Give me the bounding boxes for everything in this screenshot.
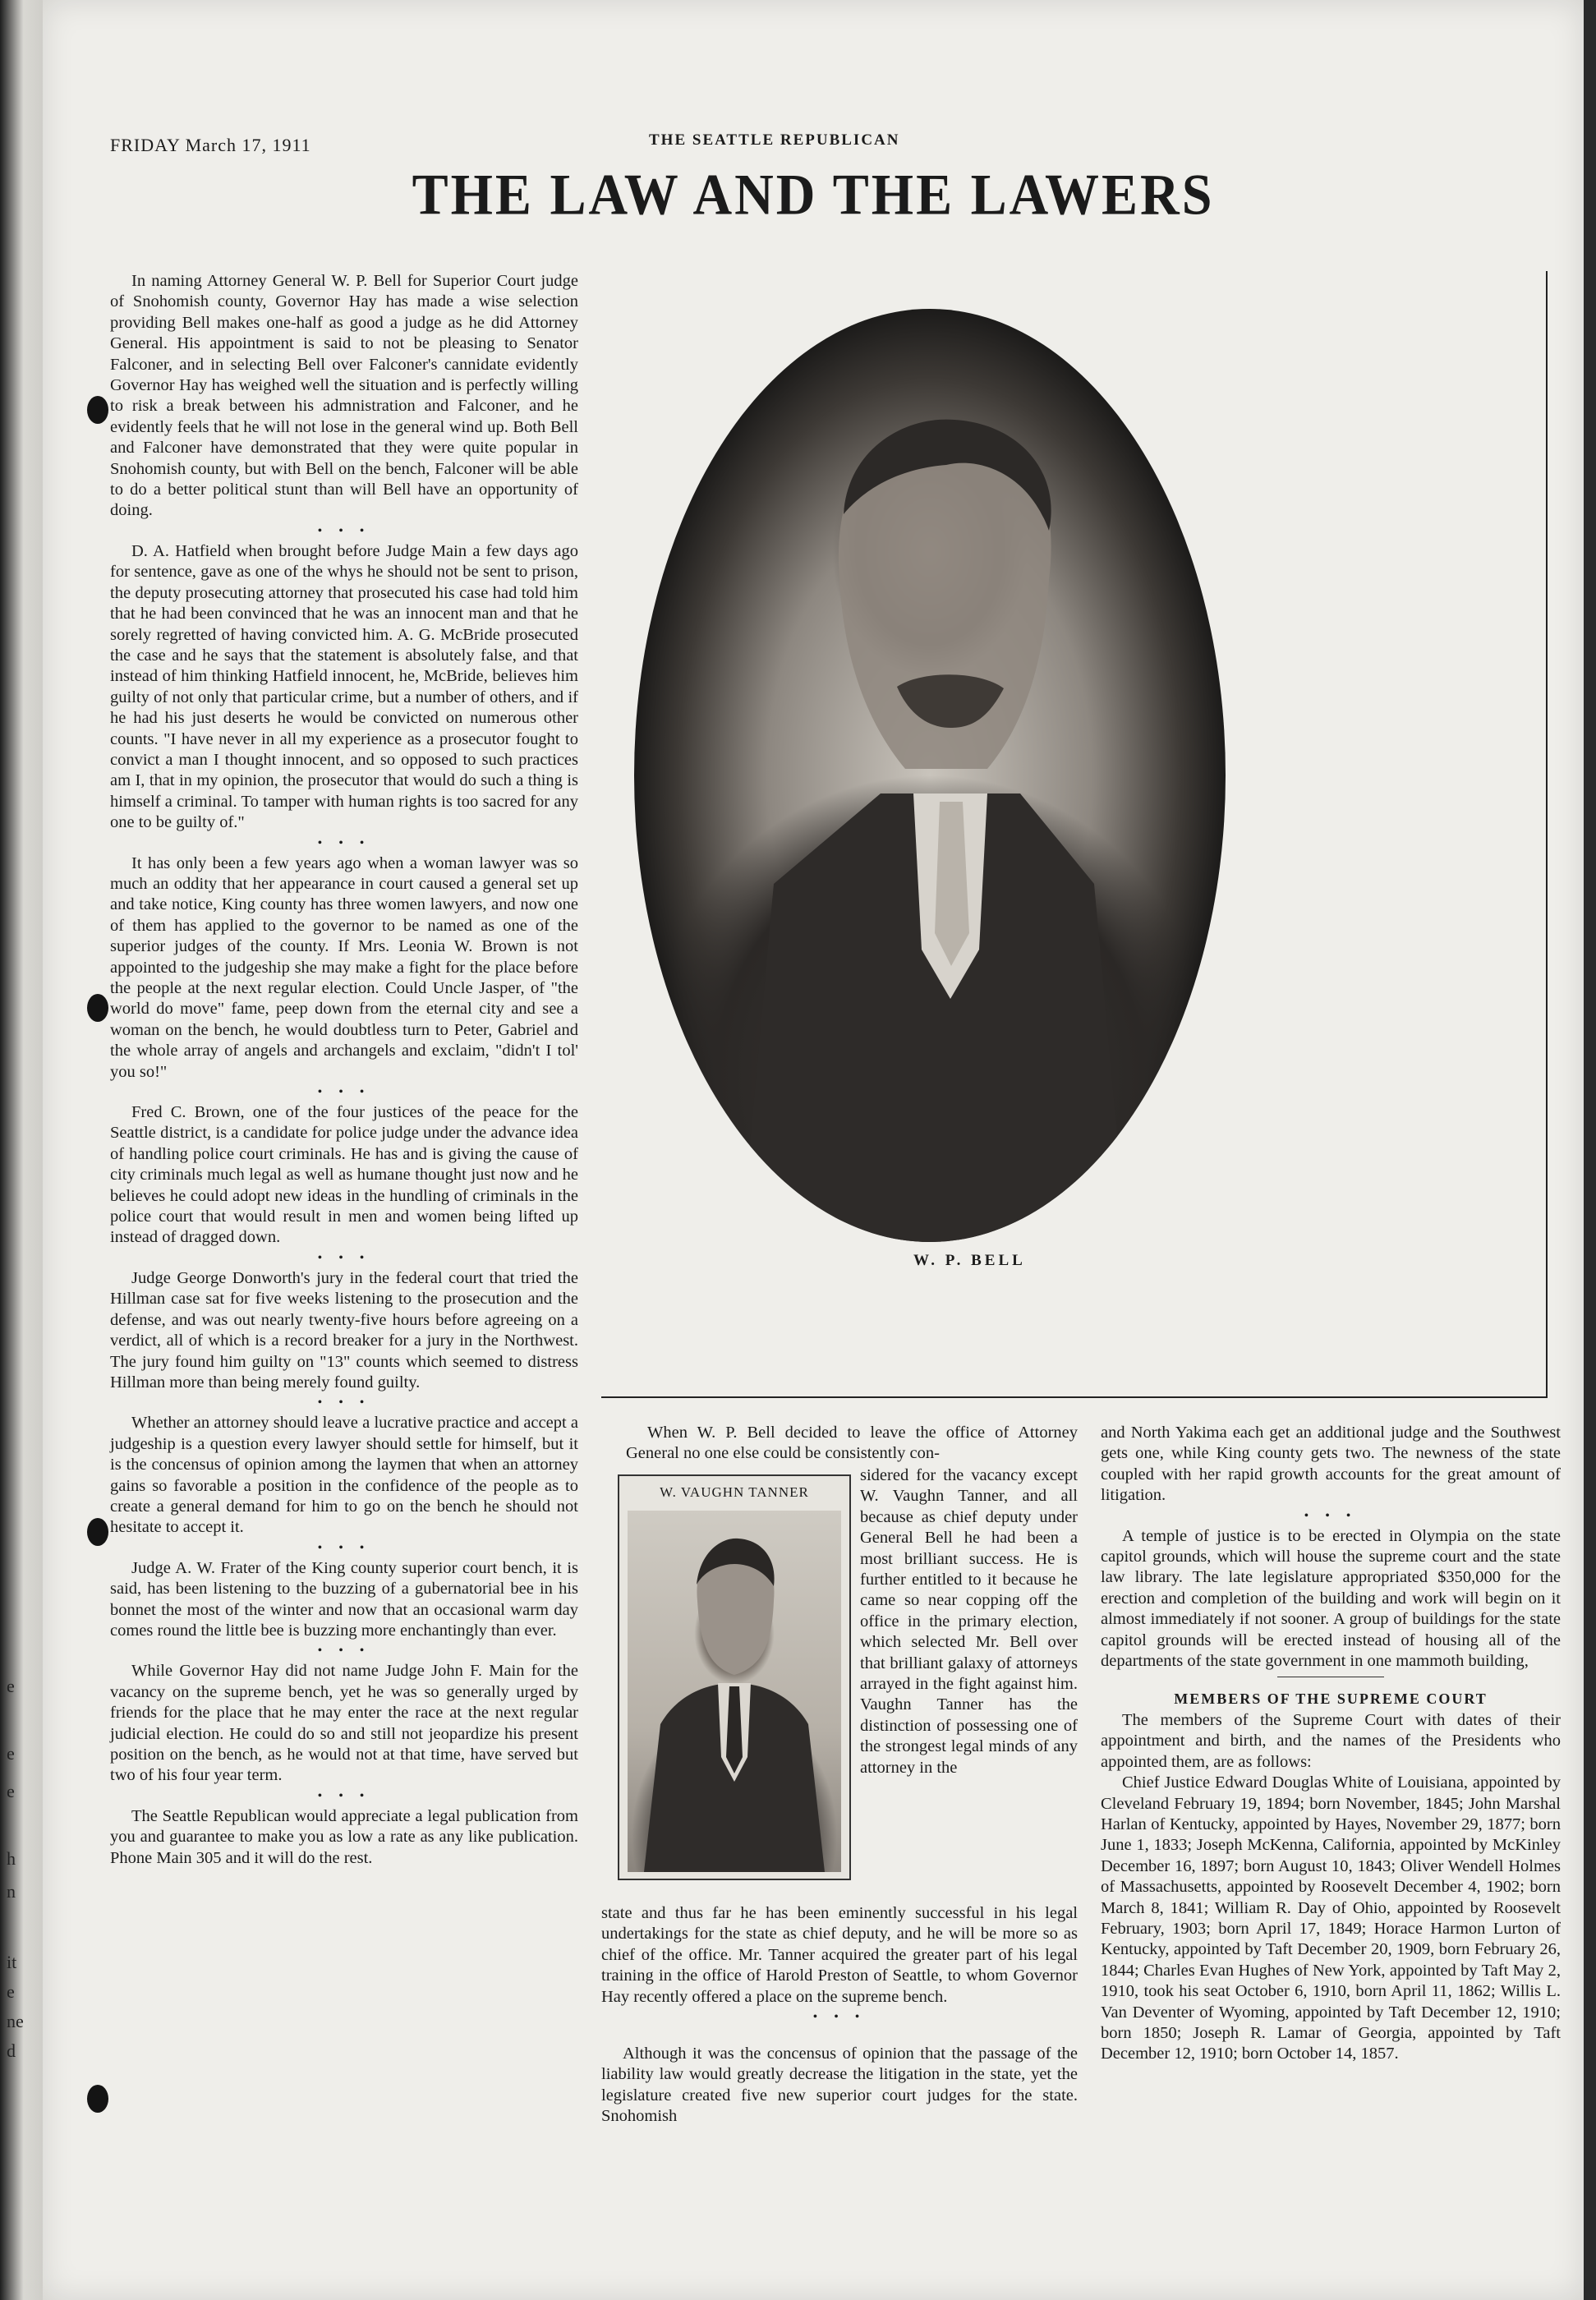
separator: • • • bbox=[317, 1250, 371, 1265]
separator: • • • bbox=[317, 1644, 371, 1658]
issue-date: FRIDAY March 17, 1911 bbox=[110, 135, 311, 155]
article-paragraph: When W. P. Bell decided to leave the office of Attorney General no one else could be consistently con- bbox=[626, 1424, 1078, 1463]
margin-fragment: e bbox=[7, 1781, 15, 1801]
binding-hole bbox=[87, 396, 108, 424]
article-paragraph: The Seattle Republican would appreciate a legal publication from you and guarantee to make you as low a rate as any like publication. Phone Main 305 and it will do the rest. bbox=[110, 1806, 578, 1867]
portrait-caption: W. P. BELL bbox=[913, 1252, 1026, 1269]
article-paragraph: While Governor Hay did not name Judge John F. Main for the vacancy on the supreme bench, yet he was so generally urged by friends for the place that he may enter the race at the next regular judicial election. He could do so and still not jeopardize his present position on the bench, as he would not at that time, have served but two of his four year term. bbox=[110, 1662, 578, 1785]
article-paragraph: Judge George Donworth's jury in the federal court that tried the Hillman case sat for five weeks listening to the prosecution and the defense, and was out nearly twenty-five hours before agreeing on a verdict, all of which is a record breaker for a jury in the Northwest. The jury found him guilty on "13" counts which seemed to distress Hillman more than being merely found guilty. bbox=[110, 1268, 578, 1392]
page-headline: THE LAW AND THE LAWERS bbox=[412, 163, 1215, 228]
margin-fragment: ne bbox=[7, 2011, 24, 2031]
column-left bbox=[110, 271, 578, 1869]
column-middle-narrow bbox=[860, 1465, 1078, 1778]
column-middle-bottom bbox=[601, 1903, 1078, 2128]
binding-hole bbox=[87, 1518, 108, 1546]
separator: • • • bbox=[812, 2010, 867, 2025]
section-heading: MEMBERS OF THE SUPREME COURT bbox=[1174, 1690, 1488, 1708]
column-right bbox=[1101, 1423, 1561, 2065]
portrait-silhouette bbox=[634, 309, 1226, 1242]
article-paragraph: The members of the Supreme Court with dates of their appointment and birth, and the names of the Presidents who appointed them, are as follows: bbox=[1101, 1710, 1561, 1771]
article-paragraph: sidered for the vacancy except W. Vaughn Tanner, and all because as chief deputy under General Bell he had been a most brilliant success. He is further entitled to it because he came so near copping off the office in the primary election, which selected Mr. Bell over that brilliant galaxy of attorneys arrayed in the fight against him. Vaughn Tanner has the distinction of possessing one of the strongest legal minds of any attorney in the bbox=[860, 1466, 1078, 1777]
margin-fragment: d bbox=[7, 2040, 16, 2061]
margin-fragment: e bbox=[7, 1981, 15, 2002]
separator: • • • bbox=[317, 1788, 371, 1803]
margin-fragment: n bbox=[7, 1881, 16, 1902]
newspaper-page bbox=[43, 0, 1584, 2300]
portrait-photo-tanner bbox=[628, 1511, 841, 1872]
column-middle-lead bbox=[626, 1423, 1078, 1465]
margin-fragment: e bbox=[7, 1676, 15, 1696]
article-paragraph: Although it was the concensus of opinion that the passage of the liability law would greatly decrease the litigation in the state, yet the legislature created five new superior court judges for the state. Snohomish bbox=[601, 2045, 1078, 2126]
binding-hole bbox=[87, 994, 108, 1022]
article-paragraph: Whether an attorney should leave a lucrative practice and accept a judgeship is a question every lawyer should settle for himself, but it is the concensus of opinion among the laymen that when an attorney gains so favorable a position in the confidence of the people as to create a general demand for him to go on the bench he should not hesitate to accept it. bbox=[110, 1414, 578, 1537]
separator: • • • bbox=[317, 1540, 371, 1555]
binding-hole bbox=[87, 2085, 108, 2113]
article-paragraph: D. A. Hatfield when brought before Judge Main a few days ago for sentence, gave as one of the whys he should not be sent to prison, the deputy prosecuting attorney that prosecuted his case had told him that he had been convinced that he was an innocent man and that he sorely regretted of having convicted him. A. G. McBride prosecuted the case and he says that the statement is absolutely false, and that instead of him thinking Hatfield innocent, he, McBride, believes him guilty of not only that particular crime, but a number of others, and if he had his just deserts he would be convicted on numerous other counts. "I have never in all my experience as a prosecutor fought to convict a man I thought innocent, and so opposed to such practices am I, that in my opinion, the prosecutor that would do such a thing is himself a criminal. To tamper with human rights is too sacred for any one to be guilty of." bbox=[110, 541, 578, 832]
adjacent-page-edge bbox=[0, 0, 43, 2300]
article-paragraph: Fred C. Brown, one of the four justices of the peace for the Seattle district, is a candidate for police judge under the advance idea of handling police court criminals. He has and is giving the cause of city criminals much legal as well as humane thought just now and he believes he could adopt new ideas in the hundling of criminals in the police court that would result in men and women being lifted up instead of dragged down. bbox=[110, 1103, 578, 1247]
separator: • • • bbox=[1304, 1508, 1358, 1523]
article-paragraph: It has only been a few years ago when a woman lawyer was so much an oddity that her appearance in court caused a general set up and take notice, King county has three women lawyers, and now one of them has applied to the governor to be named as one of the superior judges of the county. If Mrs. Leonia W. Brown is not appointed to the judgeship she may make a fight for the place before the people at the next regular election. Could Uncle Jasper, of "the world do move" fame, peep down from the eternal city and see a woman on the bench, he would doubtless turn to Peter, Gabriel and the whole array of angels and archangels and exclaim, "didn't I tol' you so!" bbox=[110, 853, 578, 1081]
photo-box-tanner bbox=[618, 1474, 851, 1880]
article-paragraph: Judge A. W. Frater of the King county superior court bench, it is said, has been listening to the buzzing of a gubernatorial bee in his bonnet the most of the winter and now that an occasional warm day comes round the little bee is buzzing more enchantingly than ever. bbox=[110, 1558, 578, 1640]
tanner-silhouette bbox=[628, 1511, 841, 1872]
photo-caption: W. VAUGHN TANNER bbox=[660, 1484, 809, 1500]
portrait-photo-bell bbox=[634, 309, 1226, 1242]
article-paragraph: A temple of justice is to be erected in Olympia on the state capitol grounds, which will house the supreme court and the state law library. The late legislature appropriated $350,000 for the erection and completion of the building and work will begin on it almost immediately if not sooner. A group of buildings for the state capitol grounds will be erected instead of housing all of the departments of the state government in one mammoth building, bbox=[1101, 1526, 1561, 1671]
margin-fragment: h bbox=[7, 1848, 16, 1869]
separator: • • • bbox=[317, 1396, 371, 1410]
article-paragraph: and North Yakima each get an additional judge and the Southwest gets one, while King county gets two. The newness of the state coupled with her rapid growth accounts for the great amount of litigation. bbox=[1101, 1424, 1561, 1505]
margin-fragment: e bbox=[7, 1743, 15, 1764]
article-paragraph: Chief Justice Edward Douglas White of Louisiana, appointed by Cleveland February 19, 1894; born November, 1845; John Marshal Harlan of Kentucky, appointed by Hayes, November 29, 1877; born June 1, 1833; Joseph McKenna, California, appointed by McKinley December 16, 1897; born August 10, 1843; Oliver Wendell Holmes of Massachusetts, appointed by Roosevelt December 4, 1902; born March 8, 1841; William R. Day of Ohio, appointed by Roosevelt February, 1903; born April 17, 1849; Horace Harmon Lurton of Kentucky, appointed by Taft December 20, 1909, born February 26, 1844; Charles Evan Hughes of New York, appointed by Taft May 2, 1910, took his seat October 6, 1910, born April 11, 1862; Willis L. Van Deventer of Wyoming, appointed by Taft December 12, 1910; born 1850; Joseph R. Lamar of Georgia, appointed by Taft December 12, 1910; born October 14, 1857. bbox=[1101, 1773, 1561, 2063]
margin-fragment: it bbox=[7, 1952, 17, 1972]
article-paragraph: state and thus far he has been eminently successful in his legal undertakings for the state as chief deputy, and he will be more so as chief of the office. Mr. Tanner acquired the greater part of his legal training in the office of Harold Preston of Seattle, to whom Governor Hay recently offered a place on the supreme bench. bbox=[601, 1904, 1078, 2006]
separator: • • • bbox=[317, 835, 371, 850]
masthead: THE SEATTLE REPUBLICAN bbox=[649, 131, 900, 149]
separator: • • • bbox=[317, 1085, 371, 1100]
article-paragraph: In naming Attorney General W. P. Bell for Superior Court judge of Snohomish county, Governor Hay has made a wise selection providing Bell makes one-half as good a judge as he did Attorney General. His appointment is said to not be pleasing to Senator Falconer, and in selecting Bell over Falconer's cannidate evidently Governor Hay has weighed well the situation and is perfectly willing to risk a break between his admnistration and Falconer, and he evidently feels that he will not lose in the general wind up. Both Bell and Falconer have demonstrated that they were quite popular in Snohomish county, but with Bell on the bench, Falconer will be able to do a better political stunt than will Bell have an opportunity of doing. bbox=[110, 272, 578, 520]
separator: • • • bbox=[317, 523, 371, 538]
